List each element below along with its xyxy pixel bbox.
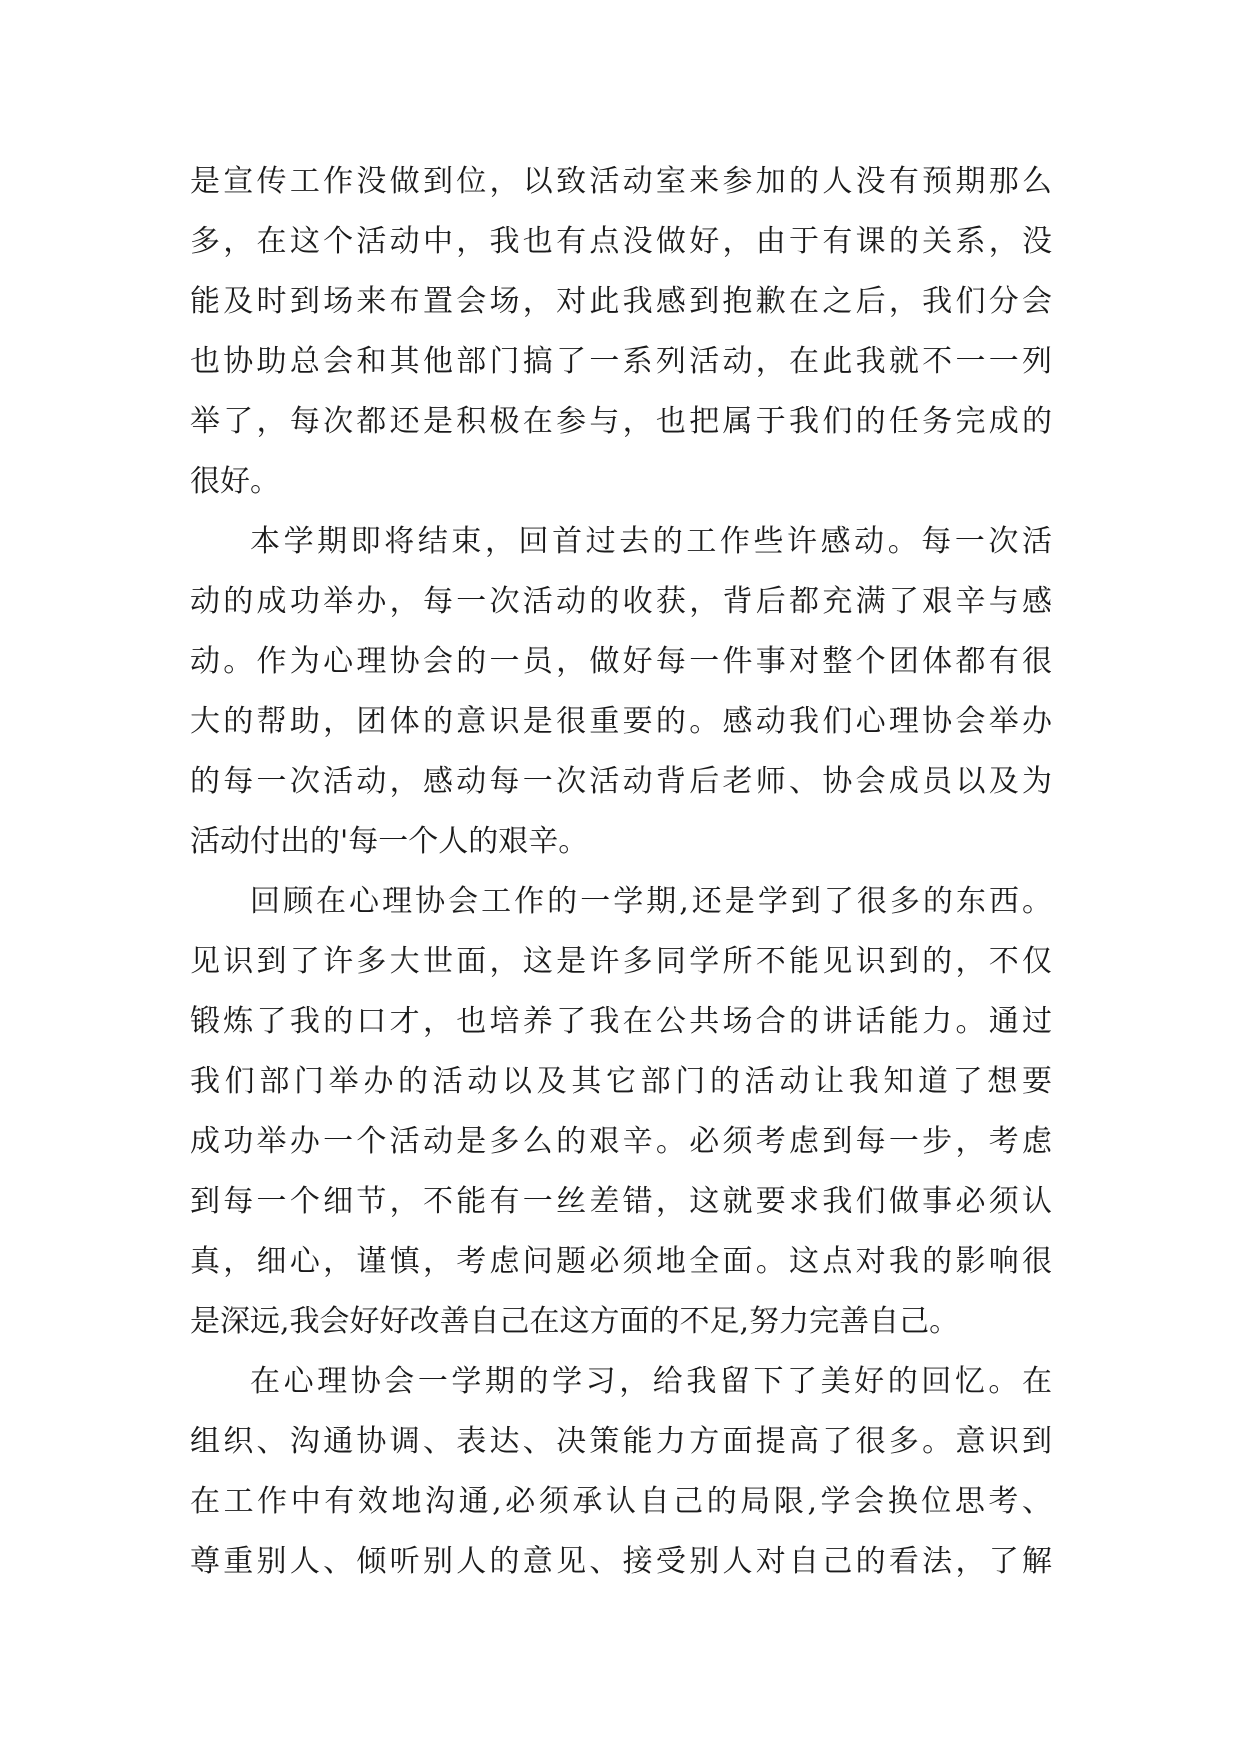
- text-line: 本学期即将结束，回首过去的工作些许感动。每一次活: [250, 524, 1052, 559]
- text-line: 回顾在心理协会工作的一学期,还是学到了很多的东西。: [250, 884, 1052, 919]
- text-line: 尊重别人、倾听别人的意见、接受别人对自己的看法，了解: [190, 1544, 1052, 1579]
- text-line: 能及时到场来布置会场，对此我感到抱歉在之后，我们分会: [190, 284, 1052, 319]
- text-line: 大的帮助，团体的意识是很重要的。感动我们心理协会举办: [190, 704, 1052, 739]
- text-line: 多，在这个活动中，我也有点没做好，由于有课的关系，没: [190, 224, 1052, 259]
- text-line: 举了，每次都还是积极在参与，也把属于我们的任务完成的: [190, 404, 1052, 439]
- document-body: [190, 152, 1052, 1592]
- text-line: 在工作中有效地沟通,必须承认自己的局限,学会换位思考、: [190, 1484, 1052, 1519]
- text-line: 组织、沟通协调、表达、决策能力方面提高了很多。意识到: [190, 1424, 1052, 1459]
- text-line: 锻炼了我的口才，也培养了我在公共场合的讲话能力。通过: [190, 1004, 1052, 1039]
- paragraph: [190, 512, 1052, 872]
- paragraph: [190, 152, 1052, 512]
- text-line: 也协助总会和其他部门搞了一系列活动，在此我就不一一列: [190, 344, 1052, 379]
- text-line: 活动付出的'每一个人的艰辛。: [190, 824, 589, 859]
- text-line: 我们部门举办的活动以及其它部门的活动让我知道了想要: [190, 1064, 1052, 1099]
- text-line: 在心理协会一学期的学习，给我留下了美好的回忆。在: [250, 1364, 1052, 1399]
- text-line: 动的成功举办，每一次活动的收获，背后都充满了艰辛与感: [190, 584, 1052, 619]
- paragraph: [190, 1352, 1052, 1592]
- text-line: 真，细心，谨慎，考虑问题必须地全面。这点对我的影响很: [190, 1244, 1052, 1279]
- text-line: 是宣传工作没做到位，以致活动室来参加的人没有预期那么: [190, 164, 1052, 199]
- text-line: 到每一个细节，不能有一丝差错，这就要求我们做事必须认: [190, 1184, 1052, 1219]
- text-line: 见识到了许多大世面，这是许多同学所不能见识到的，不仅: [190, 944, 1052, 979]
- text-line: 动。作为心理协会的一员，做好每一件事对整个团体都有很: [190, 644, 1052, 679]
- text-line: 是深远,我会好好改善自己在这方面的不足,努力完善自己。: [190, 1304, 960, 1339]
- text-line: 的每一次活动，感动每一次活动背后老师、协会成员以及为: [190, 764, 1052, 799]
- text-line: 很好。: [190, 464, 280, 499]
- paragraph: [190, 872, 1052, 1352]
- text-line: 成功举办一个活动是多么的艰辛。必须考虑到每一步，考虑: [190, 1124, 1052, 1159]
